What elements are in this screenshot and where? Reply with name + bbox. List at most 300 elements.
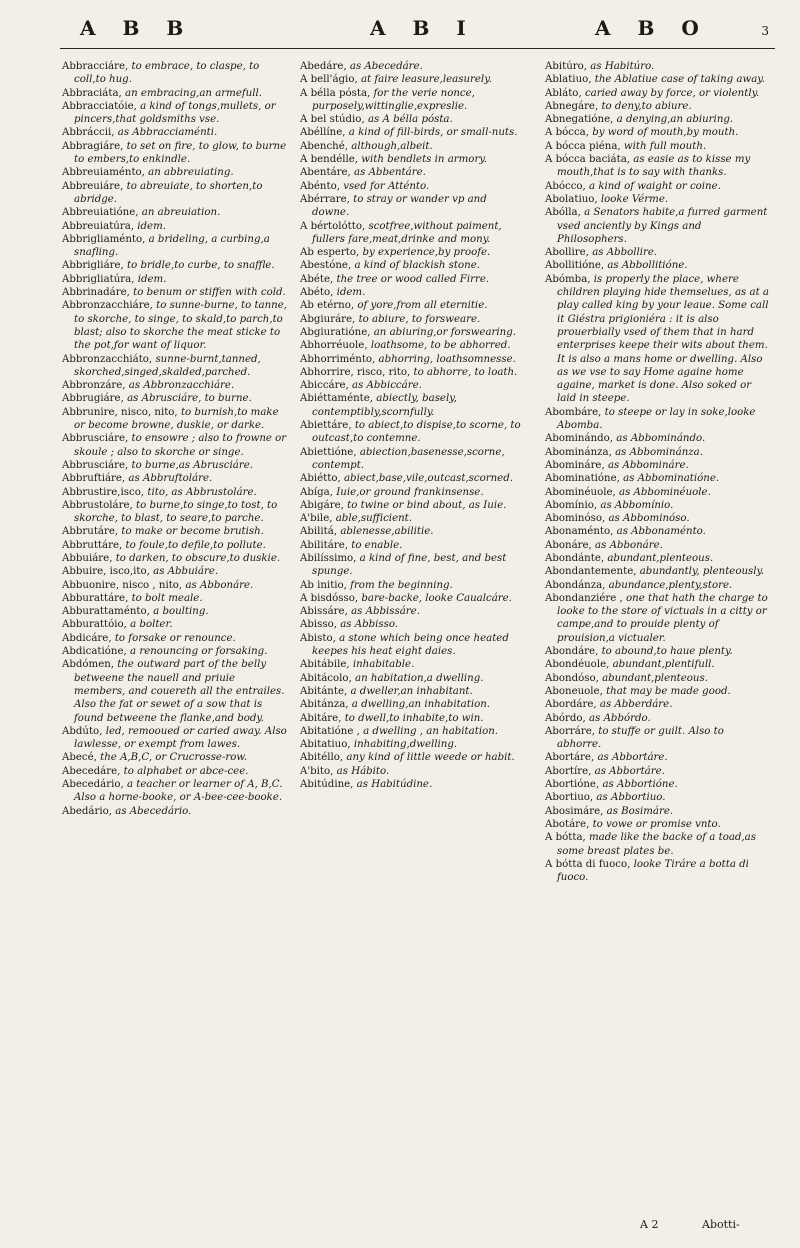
- entry-headword: Abbracciatóie,: [62, 100, 137, 112]
- dictionary-entry: [545, 259, 770, 272]
- entry-headword: Abentáre,: [300, 167, 351, 179]
- entry-headword: Abominándo,: [545, 433, 614, 445]
- entry-definition: as Abbomínio.: [600, 499, 674, 511]
- entry-headword: Abbreuiaménto,: [62, 167, 145, 179]
- entry-definition: a Senators habite,a furred garment vsed anciently by Kings and Philosophers.: [557, 207, 768, 245]
- entry-definition: as Abbortiuo.: [596, 792, 666, 804]
- entry-definition: as Abbollire.: [592, 247, 658, 259]
- entry-headword: Abilíssimo,: [300, 552, 357, 564]
- entry-definition: to benum or stiffen with cold.: [133, 287, 286, 299]
- entry-definition: as Hábito.: [336, 765, 390, 777]
- entry-headword: Abbreuiatióne,: [62, 207, 139, 219]
- entry-headword: Abecé,: [62, 752, 97, 764]
- entry-headword: Abnegatióne,: [545, 114, 614, 126]
- dictionary-entry: [545, 499, 770, 512]
- dictionary-entry: [545, 818, 770, 831]
- entry-definition: a brideling, a curbing,a snafling.: [74, 233, 270, 259]
- dictionary-entry: [545, 672, 770, 685]
- dictionary-entry: [545, 565, 770, 578]
- entry-definition: a kind of tongs,mullets, or pincers,that goldsmiths vse.: [74, 100, 276, 126]
- entry-definition: idem.: [137, 220, 166, 232]
- dictionary-entry: [300, 259, 525, 272]
- entry-headword: A bisdósso,: [300, 592, 359, 604]
- entry-definition: by experience,by proofe.: [362, 247, 491, 259]
- entry-headword: Abedário,: [62, 805, 113, 817]
- entry-headword: Abonáre,: [545, 539, 592, 551]
- dictionary-entry: [545, 246, 770, 259]
- column-left: [62, 60, 287, 818]
- dictionary-entry: [545, 765, 770, 778]
- entry-definition: abundant,plenteous.: [602, 672, 708, 684]
- entry-definition: of yore,from all eternitie.: [357, 300, 488, 312]
- entry-headword: A bócca baciáta,: [545, 154, 631, 166]
- entry-definition: a renouncing or forsaking.: [130, 646, 268, 658]
- entry-headword: Abbruttáre,: [62, 539, 123, 551]
- entry-headword: Abecedário,: [62, 779, 124, 791]
- entry-headword: Abhorréuole,: [300, 340, 368, 352]
- entry-headword: Abigáre,: [300, 499, 344, 511]
- dictionary-entry: [545, 539, 770, 552]
- dictionary-entry: [300, 60, 525, 73]
- entry-definition: to abiect,to dispise,to scorne, to outcast,to contemne.: [312, 420, 521, 445]
- dictionary-entry: [62, 60, 287, 87]
- entry-headword: Abiéttaménte,: [300, 393, 374, 405]
- dictionary-entry: [545, 486, 770, 499]
- dictionary-entry: [300, 698, 525, 711]
- entry-definition: a kind of fine, best, and best spunge.: [312, 552, 507, 578]
- entry-definition: a bolter.: [130, 619, 173, 631]
- entry-headword: Abitatióne ,: [300, 725, 360, 737]
- entry-headword: Abecedáre,: [62, 765, 121, 777]
- entry-definition: to abiure, to forsweare.: [358, 313, 481, 325]
- entry-definition: a stone which being once heated keepes his heat eight daies.: [312, 632, 509, 658]
- entry-headword: Abollire,: [545, 247, 589, 259]
- entry-headword: Abitéllo,: [300, 752, 344, 764]
- entry-headword: A bócca piéna,: [545, 140, 621, 152]
- dictionary-entry: [62, 87, 287, 100]
- entry-definition: to burnish,to make or become browne, duskie, or darke.: [74, 406, 279, 432]
- dictionary-entry: [545, 153, 770, 180]
- entry-headword: A'bito,: [300, 765, 334, 777]
- dictionary-entry: [62, 565, 287, 578]
- entry-definition: to ensowre ; also to frowne or skoule ; also to skorche or singe.: [74, 433, 287, 458]
- entry-definition: the Ablatiue case of taking away.: [594, 74, 765, 86]
- entry-definition: the A,B,C, or Crucrosse-row.: [100, 752, 248, 764]
- dictionary-entry: [545, 805, 770, 818]
- entry-headword: A bértolótto,: [300, 220, 366, 232]
- header-right: A B O: [595, 16, 709, 40]
- dictionary-entry: [300, 153, 525, 166]
- entry-definition: as Abbominándo.: [616, 433, 706, 445]
- entry-definition: made like the backe of a toad,as some breast plates be.: [557, 832, 756, 857]
- entry-definition: as Abbortáre.: [594, 765, 665, 777]
- dictionary-entry: [300, 313, 525, 326]
- entry-headword: Abdúto,: [62, 725, 103, 737]
- entry-headword: Abnegáre,: [545, 100, 599, 112]
- entry-definition: a kind of fill-birds, or small-nuts.: [348, 127, 518, 139]
- entry-definition: abundant,plentifull.: [612, 659, 715, 671]
- entry-definition: as Abbominatióne.: [623, 473, 720, 485]
- entry-headword: Abbronzáre,: [62, 380, 126, 392]
- entry-definition: the tree or wood called Firre.: [336, 273, 490, 285]
- dictionary-entry: [300, 246, 525, 259]
- entry-definition: abhorring, loathsomnesse.: [378, 353, 516, 365]
- dictionary-entry: [62, 645, 287, 658]
- dictionary-entry: [300, 765, 525, 778]
- dictionary-entry: [300, 552, 525, 579]
- entry-headword: Abbragiáre,: [62, 140, 124, 152]
- entry-definition: abiection,basenesse,scorne, contempt.: [312, 446, 505, 471]
- entry-headword: Abbronzacchiáto,: [62, 353, 153, 365]
- dictionary-entry: [300, 273, 525, 286]
- entry-definition: a kind of waight or coine.: [589, 180, 721, 192]
- dictionary-entry: [300, 366, 525, 379]
- entry-definition: to bolt meale.: [131, 592, 203, 604]
- dictionary-entry: [300, 180, 525, 193]
- entry-headword: Abondánza,: [545, 579, 606, 591]
- entry-definition: as Abbórdo.: [589, 712, 651, 724]
- entry-definition: an habitation,a dwelling.: [355, 672, 484, 684]
- entry-headword: Abomináre,: [545, 459, 605, 471]
- entry-headword: Abondánte,: [545, 552, 605, 564]
- entry-definition: as Abbisso.: [340, 619, 399, 631]
- dictionary-entry: [300, 725, 525, 738]
- entry-headword: Abordáre,: [545, 699, 597, 711]
- entry-definition: with bendlets in armory.: [361, 154, 487, 166]
- dictionary-entry: [300, 618, 525, 631]
- entry-headword: Abitánte,: [300, 685, 348, 697]
- entry-headword: Abbronzacchiáre,: [62, 300, 153, 312]
- dictionary-entry: [545, 113, 770, 126]
- entry-definition: scotfree,without paiment, fullers fare,meat,drinke and mony.: [312, 220, 502, 245]
- entry-headword: Abéllíne,: [300, 127, 346, 139]
- dictionary-entry: [300, 87, 525, 114]
- dictionary-entry: [300, 326, 525, 339]
- dictionary-entry: [62, 406, 287, 433]
- entry-definition: as Abbiccáre.: [352, 380, 422, 392]
- entry-headword: Abitácolo,: [300, 672, 352, 684]
- dictionary-entry: [545, 592, 770, 645]
- entry-headword: Abominéuole,: [545, 486, 616, 498]
- entry-definition: as Abecedáre.: [349, 61, 423, 72]
- entry-definition: as Abbonáre.: [595, 539, 663, 551]
- dictionary-entry: [300, 140, 525, 153]
- dictionary-entry: [545, 712, 770, 725]
- dictionary-entry: [300, 73, 525, 86]
- entry-definition: by word of mouth,by mouth.: [592, 127, 739, 139]
- entry-definition: idem.: [137, 273, 167, 285]
- entry-headword: Abilitá,: [300, 526, 338, 538]
- entry-definition: led, remooued or caried away. Also lawlesse, or exempt from lawes.: [74, 725, 287, 751]
- dictionary-entry: [300, 472, 525, 485]
- entry-headword: Abortióne,: [545, 779, 600, 791]
- entry-definition: inhabitable.: [352, 659, 415, 671]
- entry-definition: as Abbominéuole.: [619, 486, 711, 498]
- entry-headword: Abbráccii,: [62, 127, 115, 139]
- entry-headword: Abominóso,: [545, 513, 606, 525]
- entry-headword: Ab etérno,: [300, 300, 355, 312]
- entry-definition: as Abbracciaménti.: [117, 127, 218, 139]
- dictionary-entry: [545, 180, 770, 193]
- dictionary-entry: [300, 286, 525, 299]
- dictionary-entry: [62, 725, 287, 752]
- entry-definition: to foule,to defile,to pollute.: [125, 539, 266, 551]
- entry-definition: a teacher or learner of A, B,C. Also a horne-booke, or A-bee-cee-booke.: [74, 779, 283, 804]
- entry-definition: to stray or wander vp and downe.: [312, 193, 487, 219]
- entry-headword: Abitúro,: [545, 61, 588, 72]
- entry-headword: Abiétto,: [300, 473, 341, 485]
- dictionary-entry: [545, 751, 770, 764]
- dictionary-entry: [300, 419, 525, 446]
- dictionary-entry: [300, 751, 525, 764]
- entry-headword: Abbreuiatúra,: [62, 220, 135, 232]
- entry-headword: Abbuonire, nisco , nito,: [62, 579, 183, 591]
- entry-definition: any kind of little weede or habit.: [346, 752, 515, 764]
- dictionary-entry: [300, 486, 525, 499]
- entry-headword: Abitáre,: [300, 712, 342, 724]
- entry-headword: Abdicáre,: [62, 632, 112, 644]
- entry-headword: Abondáre,: [545, 646, 599, 658]
- dictionary-entry: [300, 499, 525, 512]
- entry-definition: to set on fire, to glow, to burne to embers,to enkindle.: [74, 140, 287, 166]
- entry-headword: Abonaménto,: [545, 526, 614, 538]
- dictionary-entry: [62, 259, 287, 272]
- entry-headword: Abondantemente,: [545, 566, 637, 578]
- entry-headword: Abortíre,: [545, 765, 592, 777]
- entry-headword: Ab esperto,: [300, 247, 360, 259]
- entry-headword: Abominatióne,: [545, 473, 620, 485]
- entry-definition: to vowe or promise vnto.: [592, 818, 721, 830]
- entry-headword: Aboneuole,: [545, 685, 603, 697]
- dictionary-entry: [545, 645, 770, 658]
- entry-definition: vsed for Atténto.: [343, 180, 430, 192]
- entry-definition: a dwelling,an inhabitation.: [351, 699, 491, 711]
- entry-headword: A bótta di fuoco,: [545, 858, 631, 870]
- entry-definition: as Abbuiáre.: [153, 566, 219, 578]
- catchword: Abotti-: [702, 1218, 740, 1231]
- entry-headword: Abbrigliatúra,: [62, 273, 135, 285]
- entry-definition: as Abrusciáre, to burne.: [127, 393, 252, 405]
- dictionary-entry: [545, 273, 770, 406]
- dictionary-entry: [300, 166, 525, 179]
- entry-definition: as Habitúro.: [590, 61, 655, 72]
- entry-headword: Abórdo,: [545, 712, 586, 724]
- entry-headword: Abbrustire,isco,: [62, 486, 145, 498]
- entry-headword: Abdómen,: [62, 659, 115, 671]
- signature-mark: A 2: [640, 1218, 659, 1231]
- dictionary-entry: [62, 579, 287, 592]
- entry-headword: Abíga,: [300, 486, 333, 498]
- entry-definition: to sunne-burne, to tanne, to skorche, to singe, to skald,to parch,to blast; also to skorche the meat sticke to the pot,for want of liquor.: [74, 300, 287, 352]
- entry-definition: as Abbortáre.: [597, 752, 668, 764]
- dictionary-entry: [62, 632, 287, 645]
- header-middle: A B I: [370, 16, 476, 40]
- dictionary-entry: [545, 100, 770, 113]
- entry-definition: a dwelling , an habitation.: [363, 725, 499, 737]
- entry-headword: Abbrugiáre,: [62, 393, 124, 405]
- entry-headword: Abortiuo,: [545, 792, 594, 804]
- entry-headword: Abláto,: [545, 87, 582, 99]
- entry-headword: Abbreuiáre,: [62, 180, 124, 192]
- dictionary-entry: [545, 140, 770, 153]
- entry-headword: Abbruftiáre,: [62, 473, 126, 485]
- entry-definition: an abiuring,or forswearing.: [373, 326, 516, 338]
- entry-definition: bare-backe, looke Caualcáre.: [361, 592, 512, 604]
- dictionary-entry: [300, 446, 525, 473]
- entry-headword: Abólla,: [545, 207, 581, 219]
- entry-definition: as A bélla pósta.: [367, 114, 453, 126]
- dictionary-entry: [62, 499, 287, 526]
- entry-headword: Abérrare,: [300, 193, 350, 205]
- entry-headword: Abbrustoláre,: [62, 499, 133, 511]
- entry-headword: A bótta,: [545, 832, 586, 844]
- entry-definition: to twine or bind about, as Iuie.: [347, 499, 507, 511]
- entry-headword: Ablatiuo,: [545, 74, 592, 86]
- dictionary-entry: [62, 353, 287, 380]
- entry-headword: Abondanziére ,: [545, 592, 623, 604]
- entry-headword: Abbrigliáre,: [62, 260, 124, 272]
- dictionary-entry: [62, 180, 287, 207]
- entry-headword: Abotáre,: [545, 818, 590, 830]
- dictionary-entry: [300, 712, 525, 725]
- dictionary-entry: [545, 791, 770, 804]
- entry-headword: Abombáre,: [545, 406, 602, 418]
- entry-definition: as Abbonáre.: [185, 579, 254, 591]
- dictionary-entry: [300, 126, 525, 139]
- entry-definition: tito, as Abbrustoláre.: [147, 486, 257, 498]
- entry-headword: Abénto,: [300, 180, 340, 192]
- dictionary-entry: [545, 552, 770, 565]
- entry-headword: Abestóne,: [300, 260, 352, 272]
- entry-headword: Abenché,: [300, 140, 349, 152]
- dictionary-entry: [62, 539, 287, 552]
- entry-definition: as Abbentáre.: [354, 167, 426, 179]
- entry-definition: for the verie nonce, purposely,wittinglie,expreslie.: [312, 87, 475, 112]
- dictionary-entry: [62, 126, 287, 139]
- entry-headword: A bócca,: [545, 127, 589, 139]
- entry-definition: a dweller,an inhabitant.: [350, 685, 473, 697]
- dictionary-entry: [300, 220, 525, 247]
- entry-headword: A bell'ágio,: [300, 74, 358, 86]
- entry-headword: Abiettióne,: [300, 446, 357, 458]
- entry-headword: Abominánza,: [545, 446, 612, 458]
- dictionary-entry: [300, 113, 525, 126]
- entry-definition: to enable.: [351, 539, 403, 551]
- entry-definition: to abreuiate, to shorten,to abridge.: [74, 180, 263, 205]
- dictionary-entry: [300, 592, 525, 605]
- dictionary-entry: [62, 805, 287, 818]
- entry-definition: to make or become brutish.: [121, 526, 264, 538]
- entry-definition: one that hath the charge to looke to the store of victuals in a citty or campe,and to prouide plenty of prouision,a victualer.: [557, 592, 768, 644]
- entry-definition: at faire leasure,leasurely.: [360, 74, 492, 86]
- entry-definition: to stuffe or guilt. Also to abhorre.: [557, 725, 724, 751]
- entry-headword: Abbuire, isco,ito,: [62, 566, 150, 578]
- entry-definition: an embracing,an armefull.: [125, 87, 262, 99]
- entry-headword: Abitábile,: [300, 659, 350, 671]
- entry-definition: caried away by force, or violently.: [584, 87, 760, 99]
- dictionary-entry: [545, 472, 770, 485]
- dictionary-entry: [300, 539, 525, 552]
- entry-headword: Abondóso,: [545, 672, 599, 684]
- dictionary-entry: [545, 87, 770, 100]
- entry-headword: Abiettáre,: [300, 420, 352, 432]
- dictionary-entry: [62, 273, 287, 286]
- entry-headword: Abbuiáre,: [62, 552, 113, 564]
- entry-definition: looke Tiráre a botta di fuoco.: [557, 858, 749, 884]
- entry-headword: Abbrunire, nisco, nito,: [62, 406, 178, 418]
- dictionary-entry: [545, 446, 770, 459]
- dictionary-entry: [62, 392, 287, 405]
- entry-definition: as Abbominóso.: [608, 513, 690, 525]
- dictionary-entry: [62, 140, 287, 167]
- entry-definition: abiect,base,vile,outcast,scorned.: [343, 473, 513, 485]
- entry-definition: idem.: [336, 287, 366, 299]
- entry-headword: Aborráre,: [545, 725, 595, 737]
- dictionary-entry: [300, 512, 525, 525]
- entry-headword: Abburattáre,: [62, 592, 129, 604]
- dictionary-entry: [62, 592, 287, 605]
- entry-definition: to steepe or lay in soke,looke Abomba.: [557, 406, 756, 432]
- dictionary-entry: [545, 858, 770, 885]
- entry-definition: to bridle,to curbe, to snaffle.: [127, 260, 275, 272]
- entry-headword: A'bile,: [300, 513, 333, 525]
- dictionary-entry: [545, 406, 770, 433]
- entry-definition: sunne-burnt,tanned, skorched,singed,skalded,parched.: [74, 353, 261, 378]
- entry-headword: Abhorrire, risco, rito,: [300, 366, 411, 378]
- entry-definition: able,sufficient.: [335, 513, 412, 525]
- entry-definition: abundance,plenty,store.: [608, 579, 733, 591]
- entry-headword: Abdicatióne,: [62, 646, 127, 658]
- entry-definition: to darken, to obscure,to duskie.: [115, 552, 281, 564]
- entry-definition: as Abbomináre.: [607, 459, 689, 471]
- entry-headword: Abócco,: [545, 180, 586, 192]
- dictionary-entry: [300, 738, 525, 751]
- dictionary-entry: [545, 525, 770, 538]
- entry-definition: an abbreuiating.: [148, 167, 234, 179]
- entry-definition: the outward part of the belly betweene the nauell and priuie members, and couereth all the entrailes. Also the fat or sewet of a sow that is found betweene the flanke,and body.: [74, 659, 285, 724]
- dictionary-entry: [62, 486, 287, 499]
- entry-definition: as Abberdáre.: [599, 699, 673, 711]
- entry-definition: to forsake or renounce.: [114, 632, 236, 644]
- entry-definition: as Abbronzacchiáre.: [128, 380, 235, 392]
- entry-definition: to abound,to haue plenty.: [601, 646, 733, 658]
- entry-headword: Abbrinadáre,: [62, 287, 130, 299]
- dictionary-entry: [545, 206, 770, 246]
- dictionary-entry: [62, 379, 287, 392]
- entry-headword: A bélla pósta,: [300, 87, 371, 99]
- entry-definition: an abreuiation.: [141, 207, 221, 219]
- entry-headword: Abiccáre,: [300, 380, 349, 392]
- entry-definition: as Abbissáre.: [351, 606, 420, 618]
- dictionary-entry: [62, 658, 287, 724]
- dictionary-entry: [300, 392, 525, 419]
- entry-definition: loathsome, to be abhorred.: [370, 340, 511, 352]
- dictionary-entry: [300, 525, 525, 538]
- entry-definition: as Abbonaménto.: [616, 526, 706, 538]
- dictionary-entry: [62, 552, 287, 565]
- dictionary-entry: [62, 525, 287, 538]
- entry-headword: Abissáre,: [300, 606, 348, 618]
- entry-headword: A bel stúdio,: [300, 114, 365, 126]
- entry-headword: Abortáre,: [545, 752, 595, 764]
- entry-definition: ablenesse,abilitie.: [340, 526, 434, 538]
- column-middle: [300, 60, 525, 791]
- entry-headword: Abburattaménto,: [62, 606, 150, 618]
- entry-headword: Abéto,: [300, 287, 334, 299]
- entry-definition: to burne,as Abrusciáre.: [131, 459, 253, 471]
- entry-headword: Abomínio,: [545, 499, 598, 511]
- entry-definition: as Abbollitióne.: [607, 260, 688, 272]
